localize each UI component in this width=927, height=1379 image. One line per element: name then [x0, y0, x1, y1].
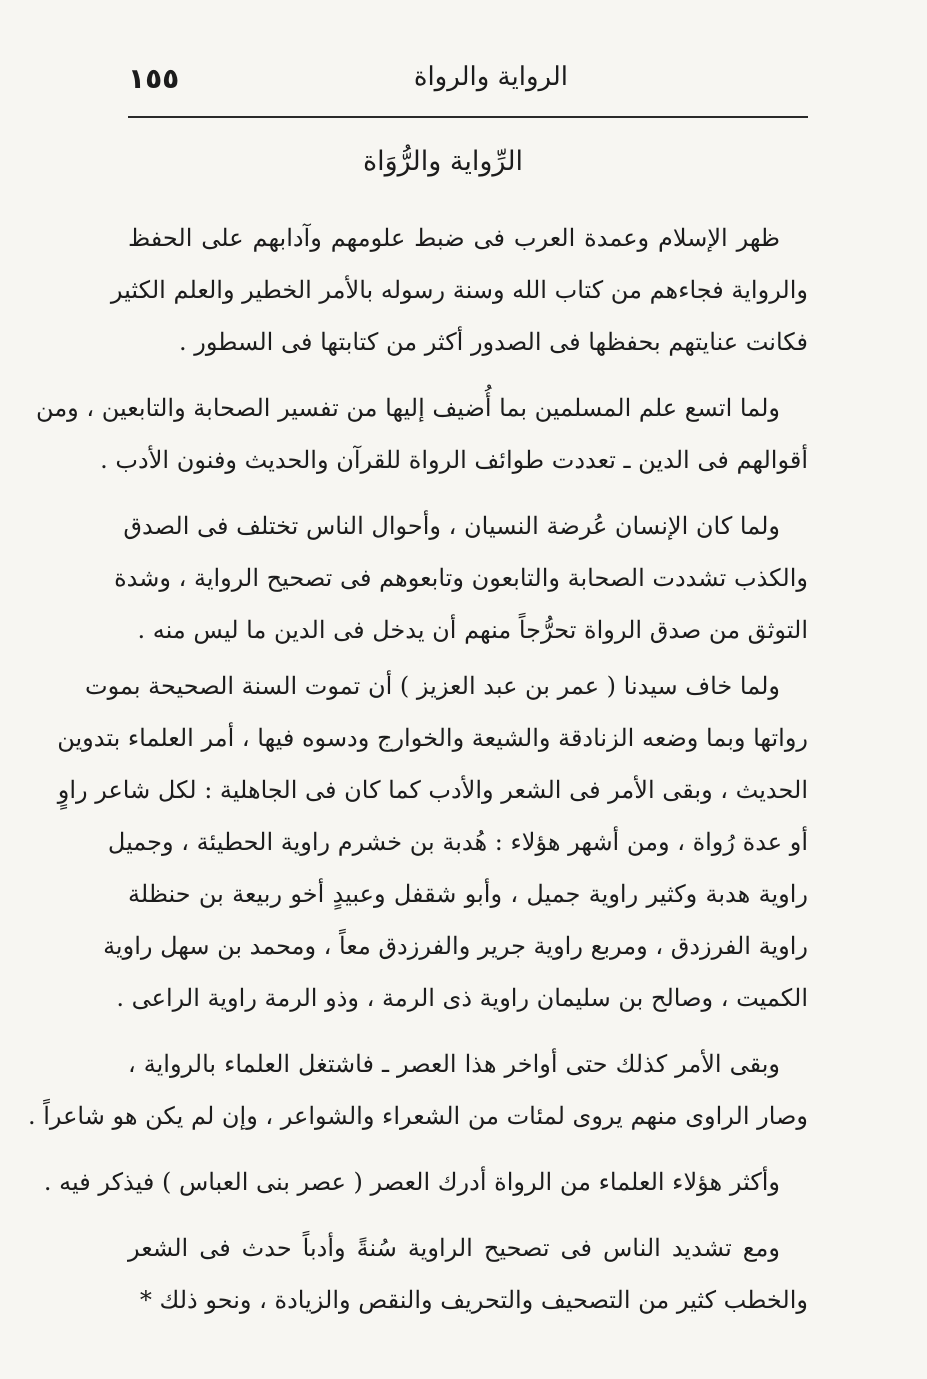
text-line: ولما كان الإنسان عُرضة النسيان ، وأحوال الناس تختلف فى الصدق [123, 512, 780, 540]
text-line: وأكثر هؤلاء العلماء من الرواة أدرك العصر ( عصر بنى العباس ) فيذكر فيه . [43, 1168, 780, 1196]
text-line: التوثق من صدق الرواة تحرُّجاً منهم أن يدخل فى الدين ما ليس منه . [137, 616, 808, 644]
text-line: رواتها وبما وضعه الزنادقة والشيعة والخوارج ودسوه فيها ، أمر العلماء بتدوين [57, 724, 808, 752]
running-header [128, 58, 808, 108]
text-line: الكميت ، وصالح بن سليمان راوية ذى الرمة ، وذو الرمة راوية الراعى . [116, 984, 808, 1012]
page-number: ١٥٥ [128, 62, 180, 95]
text-line: الحديث ، وبقى الأمر فى الشعر والأدب كما كان فى الجاهلية : لكل شاعر راوٍ [57, 776, 808, 804]
text-line: أقوالهم فى الدين ـ تعددت طوائف الرواة للقرآن والحديث وفنون الأدب . [100, 446, 808, 474]
text-line: ومع تشديد الناس فى تصحيح الراوية سُنةً وأدباً حدث فى الشعر [128, 1234, 780, 1262]
text-line: والرواية فجاءهم من كتاب الله وسنة رسوله بالأمر الخطير والعلم الكثير [110, 276, 808, 304]
running-header-title: الرواية والرواة [413, 62, 568, 92]
text-line: والكذب تشددت الصحابة والتابعون وتابعوهم فى تصحيح الرواية ، وشدة [114, 564, 808, 592]
text-line: راوية الفرزدق ، ومربع راوية جرير والفرزدق معاً ، ومحمد بن سهل راوية [103, 932, 808, 960]
paragraph [128, 1222, 808, 1326]
header-rule [128, 116, 808, 118]
paragraph [110, 212, 808, 368]
text-line: والخطب كثير من التصحيف والتحريف والنقص والزيادة ، ونحو ذلك * [139, 1286, 808, 1314]
text-line: وبقى الأمر كذلك حتى أواخر هذا العصر ـ فاشتغل العلماء بالرواية ، [128, 1050, 780, 1078]
paragraph [27, 1038, 808, 1142]
paragraph [114, 500, 808, 656]
paragraph [36, 382, 808, 486]
text-line: راوية هدبة وكثير راوية جميل ، وأبو شقفل وعبيدٍ أخو ربيعة بن حنظلة [128, 880, 808, 908]
text-line: ولما اتسع علم المسلمين بما أُضيف إليها من تفسير الصحابة والتابعين ، ومن [36, 394, 780, 422]
body-text [27, 212, 808, 1326]
section-title: الرِّواية والرُّوَاة [362, 146, 524, 177]
text-line: ولما خاف سيدنا ( عمر بن عبد العزيز ) أن تموت السنة الصحيحة بموت [84, 672, 780, 700]
text-line: أو عدة رُواة ، ومن أشهر هؤلاء : هُدبة بن خشرم راوية الحطيئة ، وجميل [107, 828, 808, 856]
text-line: وصار الراوى منهم يروى لمئات من الشعراء والشواعر ، وإن لم يكن هو شاعراً . [27, 1102, 808, 1130]
paragraph [57, 660, 808, 1024]
paragraph [43, 1156, 808, 1208]
text-line: فكانت عنايتهم بحفظها فى الصدور أكثر من كتابتها فى السطور . [179, 328, 808, 356]
text-line: ظهر الإسلام وعمدة العرب فى ضبط علومهم وآدابهم على الحفظ [128, 224, 780, 252]
